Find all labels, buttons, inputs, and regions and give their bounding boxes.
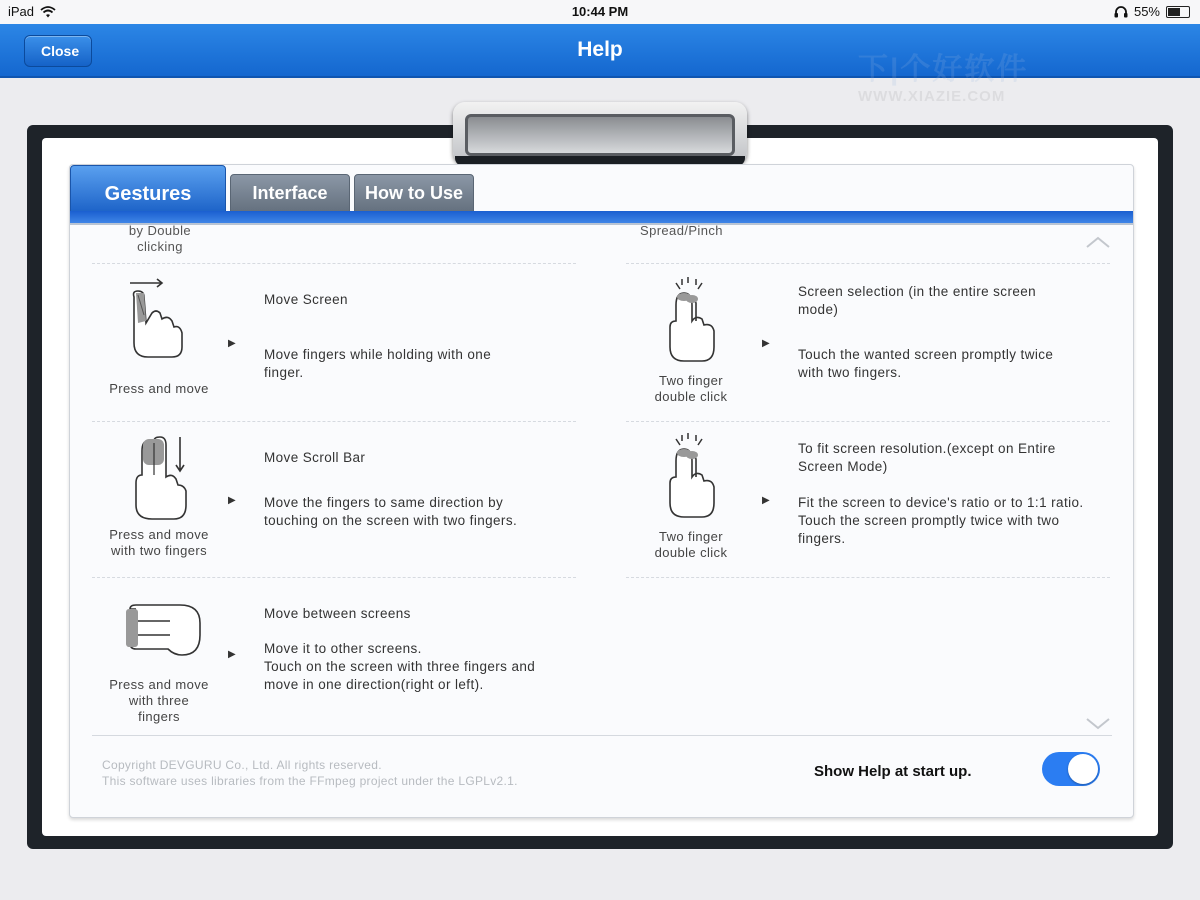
gesture-description: Fit the screen to device's ratio or to 1:1 ratio. Touch the screen promptly twice with two fingers. [798,495,1084,546]
cutoff-label-left: by Double clicking [128,225,192,254]
scroll-up-icon[interactable] [1085,235,1111,249]
gesture-title: Move Scroll Bar [264,450,366,465]
gesture-description: Move fingers while holding with one finger. [264,347,492,380]
gesture-list[interactable] [70,225,1133,735]
gesture-label: Press and move with two fingers [109,527,209,558]
license-text: This software uses libraries from the FFmpeg project under the LGPLv2.1. [102,774,518,788]
status-bar [0,0,1200,24]
gesture-description: Move the fingers to same direction by touching on the screen with two fingers. [264,495,518,528]
gesture-title: Screen selection (in the entire screen mode) [798,284,1037,317]
gesture-label: Two finger double click [654,529,728,560]
page-title: Help [577,38,623,61]
scroll-down-icon[interactable] [1085,717,1111,731]
arrow-icon: ▶ [228,649,237,660]
two-finger-double-tap-icon [656,431,726,521]
gesture-item-screen-selection [604,265,1104,421]
gesture-item-scroll-bar [70,423,600,577]
gesture-label: Two finger double click [654,373,728,404]
tab-interface[interactable]: Interface [230,174,350,212]
arrow-icon: ▶ [762,338,771,349]
gesture-title: Move between screens [264,606,411,621]
gesture-item-fit-resolution [604,423,1104,577]
close-button-label: Close [41,43,80,59]
clock: 10:44 PM [571,4,629,19]
battery-percent: 55% [1133,4,1160,19]
copyright-text: Copyright DEVGURU Co., Ltd. All rights reserved. [102,758,382,772]
cutoff-label-right: Spread/Pinch [640,225,723,238]
two-finger-double-tap-icon [656,275,726,365]
watermark-line2: WWW.XIAZIE.COM [858,88,1006,105]
gesture-label: Press and move with three fingers [109,677,209,724]
gesture-item-move-between-screens [70,579,600,735]
help-panel [69,164,1134,818]
gesture-description: Move it to other screens. Touch on the screen with three fingers and move in one direction(right or left). [264,641,536,692]
watermark-line1: 下|个好软件 [858,53,1029,86]
gesture-title: To fit screen resolution.(except on Entire Screen Mode) [798,441,1056,474]
tab-underline [70,211,1133,223]
headphones-icon [1114,6,1128,18]
show-help-label: Show Help at start up. [814,763,972,780]
one-finger-drag-icon [124,277,194,362]
arrow-icon: ▶ [228,495,237,506]
tab-gestures[interactable]: Gestures [70,165,226,213]
gesture-item-move-screen [70,265,600,421]
device-name: iPad [8,4,35,19]
gesture-title: Move Screen [264,292,348,307]
three-finger-swipe-icon [116,599,206,663]
copyright-notice [102,757,518,789]
battery-icon [1166,6,1190,18]
arrow-icon: ▶ [762,495,771,506]
tab-how-to-use[interactable]: How to Use [354,174,474,212]
clipboard-clip-icon [453,102,747,164]
two-finger-scroll-icon [126,431,196,521]
show-help-toggle[interactable] [1042,752,1100,786]
arrow-icon: ▶ [228,338,237,349]
gesture-description: Touch the wanted screen promptly twice with two fingers. [798,347,1054,380]
toggle-knob [1068,754,1098,784]
tab-bar [70,165,1133,213]
gesture-label: Press and move [109,381,209,396]
watermark [858,44,1054,105]
